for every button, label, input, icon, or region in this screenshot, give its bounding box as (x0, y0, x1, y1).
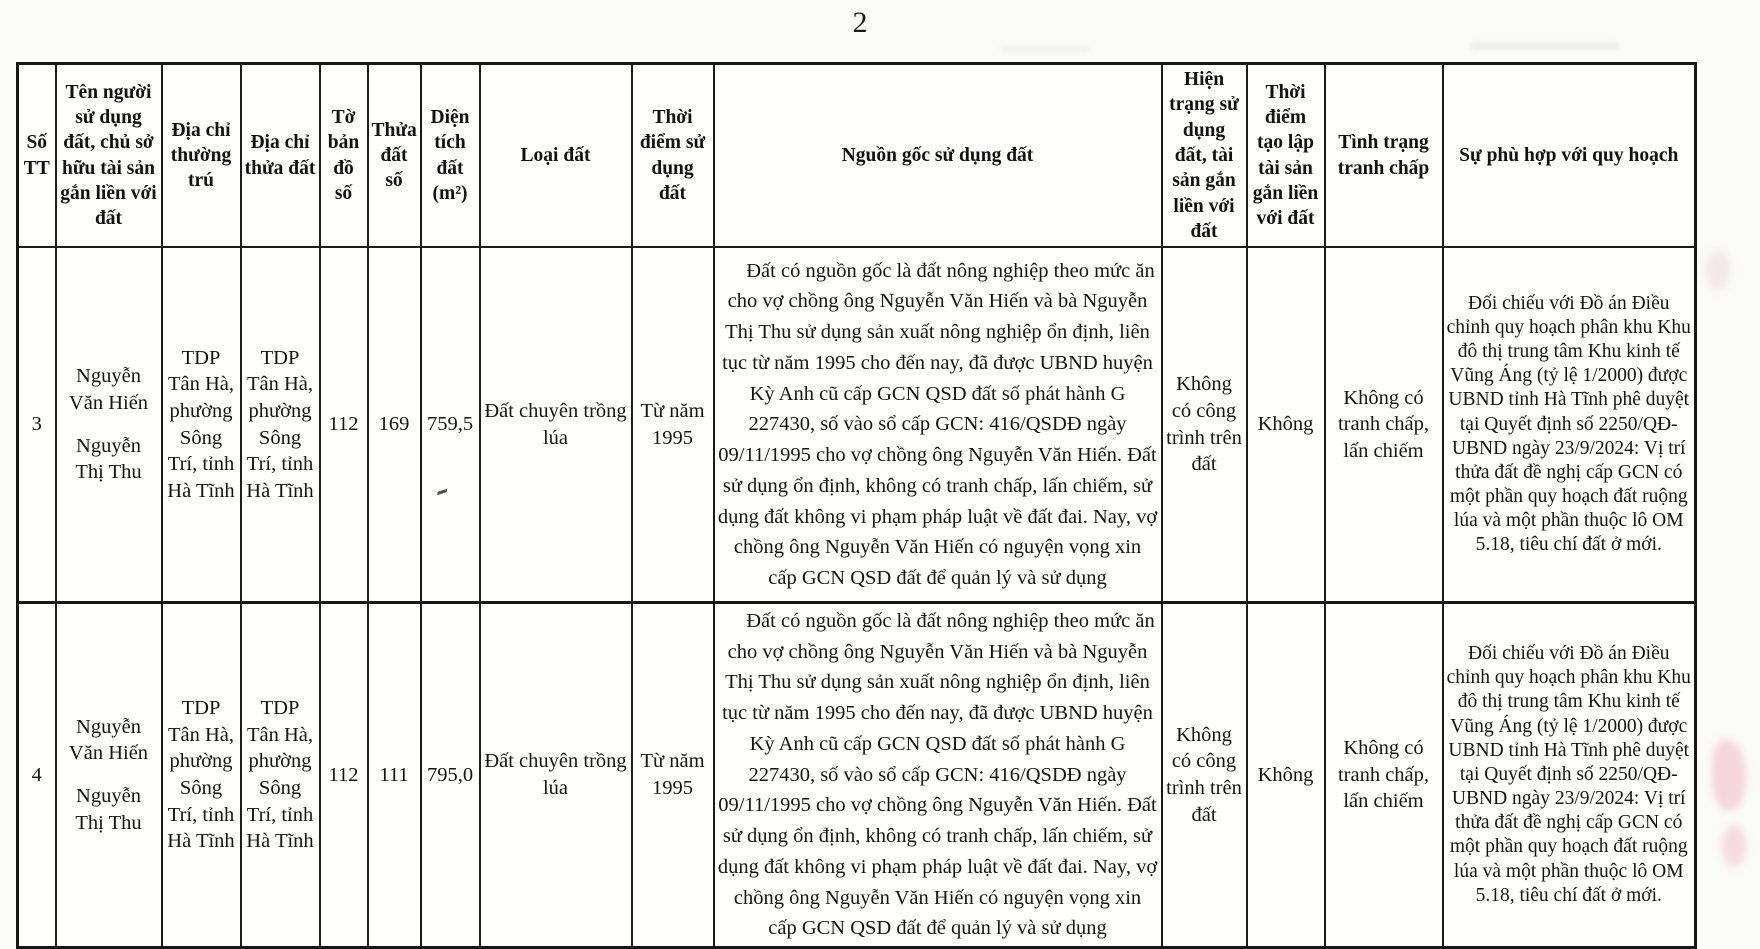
owner-name-1: Nguyễn Văn Hiến (68, 715, 149, 765)
land-registry-table (16, 62, 1697, 949)
col-header-dia-chi-thua-dat: Địa chỉ thửa đất (241, 64, 320, 248)
header-row (18, 64, 1696, 248)
owner-name-1: Nguyễn Văn Hiến (68, 365, 149, 415)
col-header-nguon-goc-su-dung-dat: Nguồn gốc sử dụng đất (714, 64, 1162, 248)
cell-owner (56, 602, 162, 947)
col-header-to-ban-do-so: Tờ bản đồ số (320, 64, 368, 248)
cell-dispute-status: Không có tranh chấp, lấn chiếm (1325, 247, 1443, 602)
page-number: 2 (852, 6, 868, 39)
cell-current-status: Không có công trình trên đất (1162, 602, 1247, 947)
owner-name-2: Nguyễn Thị Thu (75, 434, 142, 484)
cell-residence-address: TDP Tân Hà, phường Sông Trí, tỉnh Hà Tĩnh (162, 247, 241, 602)
cell-asset-creation-time: Không (1247, 602, 1325, 947)
col-header-loai-dat: Loại đất (480, 64, 632, 248)
owner-name-2: Nguyễn Thị Thu (75, 785, 142, 834)
cell-map-sheet: 112 (320, 602, 368, 947)
cell-land-type: Đất chuyên trồng lúa (480, 247, 632, 602)
col-header-thoi-diem-su-dung-dat: Thời điểm sử dụng đất (632, 64, 714, 248)
cell-stt: 3 (18, 247, 56, 602)
cell-planning-conformity: Đối chiếu với Đồ án Điều chỉnh quy hoạch phân khu Khu đô thị trung tâm Khu kinh tế Vũng Áng (tỷ lệ 1/2000) được UBND tỉnh Hà Tĩnh phê duyệt tại Quyết định số 2250/QĐ-UBND ngày 23/9/2024: Vị trí thửa đất đề nghị cấp GCN có một phần quy hoạch đất ruộng lúa và một phần thuộc lô OM 5.18, tiêu chí đất ở mới. (1443, 247, 1696, 602)
col-header-hien-trang-su-dung-dat: Hiện trạng sử dụng đất, tài sản gắn liền với đất (1162, 64, 1247, 248)
cell-use-start-time: Từ năm 1995 (632, 247, 714, 602)
scan-artifact (1705, 250, 1731, 290)
table-row (18, 247, 1696, 602)
cell-stt: 4 (18, 602, 56, 947)
col-header-dien-tich-dat: Diện tích đất (m²) (421, 64, 480, 248)
cell-residence-address: TDP Tân Hà, phường Sông Trí, tỉnh Hà Tĩnh (162, 602, 241, 947)
cell-parcel-number: 169 (368, 247, 421, 602)
table-row (18, 602, 1696, 947)
col-header-tinh-trang-tranh-chap: Tình trạng tranh chấp (1325, 64, 1443, 248)
col-header-thoi-diem-tao-lap-tai-san: Thời điểm tạo lập tài sản gắn liền với đất (1247, 64, 1325, 248)
scan-artifact (1470, 42, 1620, 50)
land-origin-text: Đất có nguồn gốc là đất nông nghiệp theo mức ăn cho vợ chồng ông Nguyễn Văn Hiến và bà Nguyễn Thị Thu sử dụng sản xuất nông nghiệp ổn định, liên tục từ năm 1995 cho đến nay, đã được UBND huyện Kỳ Anh cũ cấp GCN QSD đất số phát hành G 227430, số vào sổ cấp GCN: 416/QSDĐ ngày 09/11/1995 cho vợ chồng ông Nguyễn Văn Hiến. Đất sử dụng ổn định, không có tranh chấp, lấn chiếm, sử dụng đất không vi phạm pháp luật về đất đai. Nay, vợ chồng ông Nguyễn Văn Hiến có nguyện vọng xin cấp GCN QSD đất để quản lý và sử dụng (717, 259, 1158, 590)
col-header-thua-dat-so: Thửa đất số (368, 64, 421, 248)
scan-artifact (1000, 46, 1090, 52)
col-header-ten-nguoi-su-dung-dat: Tên người sử dụng đất, chủ sở hữu tài sản gắn liền với đất (56, 64, 162, 248)
cell-owner (56, 247, 162, 602)
cell-parcel-number: 111 (368, 602, 421, 947)
cell-area: 795,0 (421, 602, 480, 947)
cell-land-origin (714, 602, 1162, 947)
cell-land-origin (714, 247, 1162, 602)
scan-artifact (1722, 825, 1746, 867)
cell-asset-creation-time: Không (1247, 247, 1325, 602)
scan-artifact (1712, 740, 1746, 810)
col-header-so-tt: Số TT (18, 64, 56, 248)
col-header-dia-chi-thuong-tru: Địa chỉ thường trú (162, 64, 241, 248)
cell-planning-conformity: Đối chiếu với Đồ án Điều chỉnh quy hoạch phân khu Khu đô thị trung tâm Khu kinh tế Vũng Áng (tỷ lệ 1/2000) được UBND tỉnh Hà Tĩnh phê duyệt tại Quyết định số 2250/QĐ-UBND ngày 23/9/2024: Vị trí thửa đất đề nghị cấp GCN có một phần quy hoạch đất ruộng lúa và một phần thuộc lô OM 5.18, tiêu chí đất ở mới. (1443, 602, 1696, 947)
land-origin-text: Đất có nguồn gốc là đất nông nghiệp theo mức ăn cho vợ chồng ông Nguyễn Văn Hiến và bà Nguyễn Thị Thu sử dụng sản xuất nông nghiệp ổn định, liên tục từ năm 1995 cho đến nay, đã được UBND huyện Kỳ Anh cũ cấp GCN QSD đất số phát hành G 227430, số vào sổ cấp GCN: 416/QSDĐ ngày 09/11/1995 cho vợ chồng ông Nguyễn Văn Hiến. Đất sử dụng ổn định, không có tranh chấp, lấn chiếm, sử dụng đất không vi phạm pháp luật về đất đai. Nay, vợ chồng ông Nguyễn Văn Hiến có nguyện vọng xin cấp GCN QSD đất để quản lý và sử dụng (717, 609, 1158, 940)
cell-use-start-time: Từ năm 1995 (632, 602, 714, 947)
cell-parcel-address: TDP Tân Hà, phường Sông Trí, tỉnh Hà Tĩnh (241, 602, 320, 947)
cell-current-status: Không có công trình trên đất (1162, 247, 1247, 602)
cell-map-sheet: 112 (320, 247, 368, 602)
cell-area: 759,5 (421, 247, 480, 602)
cell-land-type: Đất chuyên trồng lúa (480, 602, 632, 947)
cell-parcel-address: TDP Tân Hà, phường Sông Trí, tỉnh Hà Tĩnh (241, 247, 320, 602)
col-header-su-phu-hop-quy-hoach: Sự phù hợp với quy hoạch (1443, 64, 1696, 248)
cell-dispute-status: Không có tranh chấp, lấn chiếm (1325, 602, 1443, 947)
